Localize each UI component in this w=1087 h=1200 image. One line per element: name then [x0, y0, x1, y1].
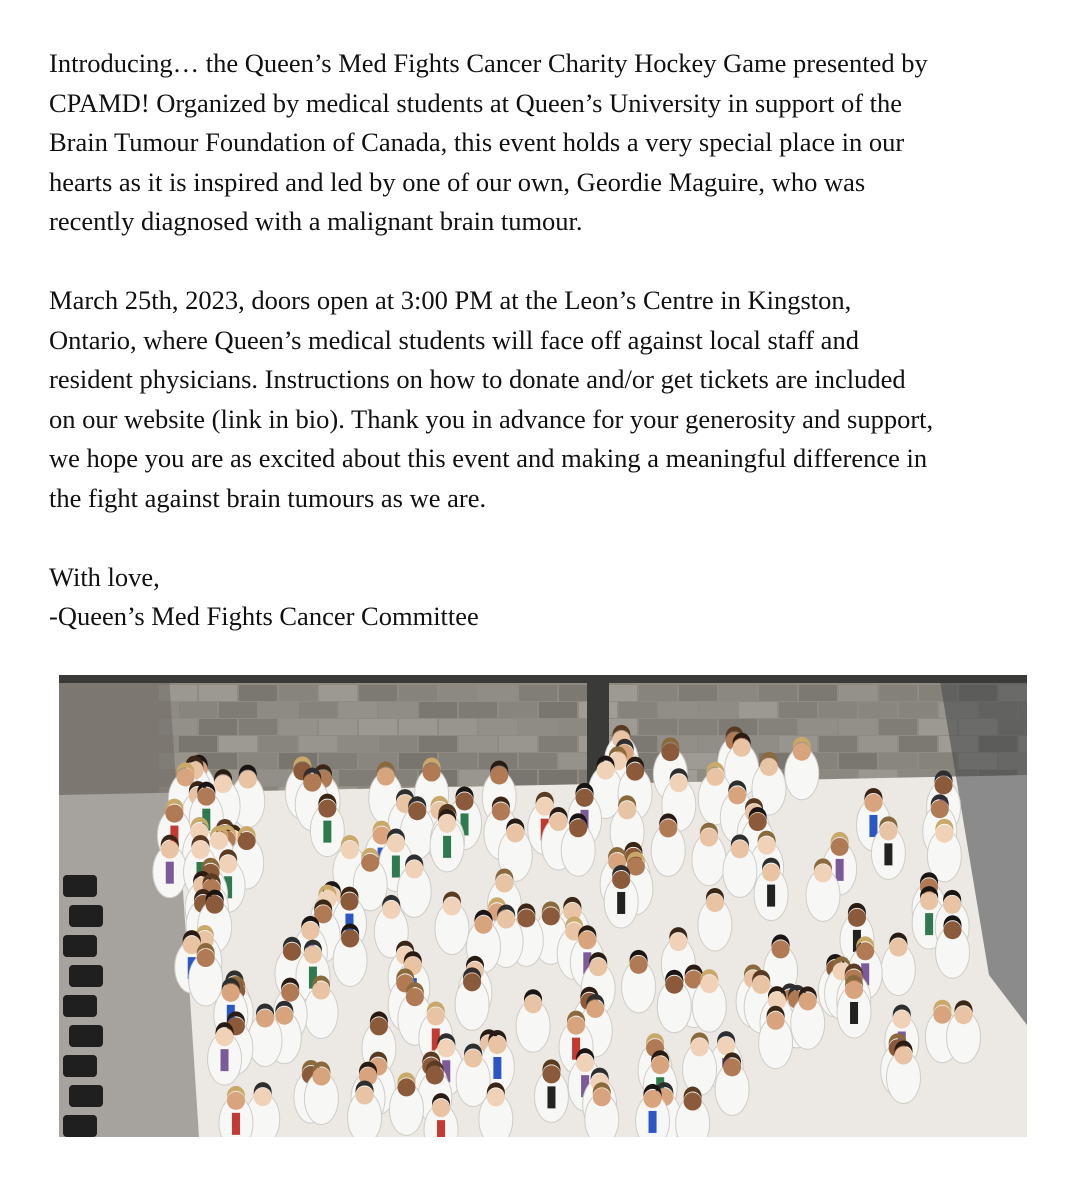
shirt [437, 1120, 445, 1137]
face [341, 929, 359, 947]
text-line: Brain Tumour Foundation of Canada, this event holds a very special place in our [49, 127, 905, 157]
face [831, 838, 849, 856]
brick [419, 736, 457, 752]
text-line: resident physicians. Instructions on how to donate and/or get tickets are included [49, 364, 906, 394]
brick [619, 702, 657, 718]
brick [359, 685, 397, 701]
brick [539, 736, 577, 752]
brick [479, 719, 517, 735]
face [760, 758, 778, 776]
face [749, 813, 767, 831]
face [474, 916, 492, 934]
face [275, 1007, 293, 1025]
chair [63, 995, 97, 1017]
face [356, 1086, 374, 1104]
brick [839, 753, 877, 769]
chair [63, 875, 97, 897]
brick [199, 719, 237, 735]
text-line: Ontario, where Queen’s medical students will face off against local staff and [49, 324, 859, 355]
brick [279, 719, 317, 735]
brick [399, 685, 437, 701]
face [578, 931, 596, 949]
face [767, 1012, 785, 1030]
shirt [869, 815, 877, 837]
shirt [232, 1113, 240, 1135]
face [210, 832, 228, 850]
face [665, 976, 683, 994]
face [214, 775, 232, 793]
chair [63, 935, 97, 957]
brick [379, 736, 417, 752]
chair [63, 1115, 97, 1137]
text-line: March 25th, 2023, doors open at 3:00 PM at the Leon’s Centre in Kingston, [49, 285, 852, 315]
face [772, 940, 790, 958]
brick [219, 736, 257, 752]
text-line: on our website (link in bio). Thank you in advance for your generosity and support, [49, 403, 934, 434]
face [176, 768, 194, 786]
brick [859, 702, 897, 718]
shirt [392, 856, 400, 878]
shirt [767, 885, 775, 907]
face [318, 800, 336, 818]
brick [379, 702, 417, 718]
brick [339, 736, 377, 752]
brick [259, 736, 297, 752]
brick [879, 685, 917, 701]
brick [419, 702, 457, 718]
brick [439, 753, 477, 769]
face [793, 743, 811, 761]
face [943, 896, 961, 914]
brick [499, 736, 537, 752]
face [569, 819, 587, 837]
face [814, 864, 832, 882]
face [895, 1047, 913, 1065]
face [728, 786, 746, 804]
shirt [323, 821, 331, 843]
face [799, 992, 817, 1010]
face [426, 1066, 444, 1084]
face [517, 909, 535, 927]
face [438, 815, 456, 833]
brick [719, 719, 757, 735]
face [487, 1088, 505, 1106]
brick [179, 702, 217, 718]
signoff-paragraph [49, 558, 1059, 637]
chair [69, 905, 103, 927]
face [700, 975, 718, 993]
brick [539, 702, 577, 718]
brick [779, 702, 817, 718]
brick [879, 719, 917, 735]
face [931, 800, 949, 818]
face [340, 893, 358, 911]
face [216, 1028, 234, 1046]
face [893, 1011, 911, 1029]
brick [199, 685, 237, 701]
face [301, 922, 319, 940]
shirt [836, 859, 844, 881]
face [161, 841, 179, 859]
brick [459, 702, 497, 718]
details-paragraph [49, 281, 1059, 518]
face [670, 774, 688, 792]
brick [479, 685, 517, 701]
face [312, 982, 330, 1000]
face [542, 907, 560, 925]
face [731, 840, 749, 858]
face [524, 995, 542, 1013]
face [227, 1092, 245, 1110]
face [382, 901, 400, 919]
face [630, 956, 648, 974]
face [567, 1017, 585, 1035]
brick [299, 702, 337, 718]
face [659, 819, 677, 837]
face [238, 832, 256, 850]
face [488, 1036, 506, 1054]
face [219, 855, 237, 873]
chair [63, 1055, 97, 1077]
text-line: -Queen’s Med Fights Cancer Committee [49, 601, 479, 631]
text-line: With love, [49, 561, 160, 592]
brick [519, 719, 557, 735]
face [955, 1006, 973, 1024]
text-line: we hope you are as excited about this event and making a meaningful difference in [49, 443, 928, 473]
face [361, 854, 379, 872]
brick [339, 702, 377, 718]
face [495, 875, 513, 893]
ceiling-beam [59, 675, 1027, 683]
face [254, 1088, 272, 1106]
brick [919, 753, 957, 769]
face [165, 805, 183, 823]
face [856, 942, 874, 960]
face [669, 933, 687, 951]
face [933, 1006, 951, 1024]
text-line: hearts as it is inspired and led by one of our own, Geordie Maguire, who was [49, 166, 866, 197]
face [684, 1093, 702, 1111]
face [304, 946, 322, 964]
face [597, 761, 615, 779]
face [377, 768, 395, 786]
brick [819, 702, 857, 718]
brick [799, 719, 837, 735]
brick [519, 753, 557, 769]
text-line: recently diagnosed with a malignant brain tumour. [49, 206, 583, 236]
brick [739, 702, 777, 718]
brick [519, 685, 557, 701]
face [427, 1007, 445, 1025]
post-text [49, 44, 1059, 637]
brick [659, 702, 697, 718]
face [920, 892, 938, 910]
face [197, 949, 215, 967]
brick [899, 736, 937, 752]
face [281, 984, 299, 1002]
face [463, 973, 481, 991]
chair [69, 965, 103, 987]
text-line: the fight against brain tumours as we are. [49, 482, 487, 513]
face [197, 788, 215, 806]
face [691, 1038, 709, 1056]
brick [319, 719, 357, 735]
group-photo [59, 675, 1027, 1137]
face [506, 824, 524, 842]
face [492, 803, 510, 821]
face [370, 1017, 388, 1035]
brick [759, 719, 797, 735]
shirt [493, 1057, 501, 1079]
chairs [63, 875, 103, 1137]
brick [799, 685, 837, 701]
brick [179, 736, 217, 752]
face [443, 897, 461, 915]
brick [679, 685, 717, 701]
shirt [850, 1002, 858, 1024]
face [935, 825, 953, 843]
face [490, 766, 508, 784]
face [644, 1090, 662, 1108]
face [845, 981, 863, 999]
face [437, 1039, 455, 1057]
brick [259, 702, 297, 718]
face [706, 768, 724, 786]
brick [239, 685, 277, 701]
face [456, 792, 474, 810]
brick [359, 719, 397, 735]
shirt [649, 1111, 657, 1133]
brick [219, 702, 257, 718]
chair [69, 1025, 103, 1047]
brick [819, 736, 857, 752]
brick [639, 719, 677, 735]
face [256, 1009, 274, 1027]
text-line: Introducing… the Queen’s Med Fights Cancer Charity Hockey Game presented by [49, 48, 928, 78]
brick [499, 702, 537, 718]
brick [699, 702, 737, 718]
face [612, 871, 630, 889]
face [239, 771, 257, 789]
brick [439, 719, 477, 735]
face [397, 1078, 415, 1096]
face [723, 1058, 741, 1076]
face [387, 835, 405, 853]
face [733, 739, 751, 757]
face [464, 1049, 482, 1067]
shirt [547, 1086, 555, 1108]
brick [319, 685, 357, 701]
face [706, 894, 724, 912]
brick [679, 719, 717, 735]
face [848, 909, 866, 927]
face [312, 1068, 330, 1086]
face [758, 837, 776, 855]
brick [839, 685, 877, 701]
face [700, 829, 718, 847]
face [423, 764, 441, 782]
brick [879, 753, 917, 769]
brick [759, 685, 797, 701]
face [661, 743, 679, 761]
face [651, 1056, 669, 1074]
intro-paragraph [49, 44, 1059, 242]
face [589, 958, 607, 976]
face [576, 789, 594, 807]
face [542, 1065, 560, 1083]
brick [399, 719, 437, 735]
face [283, 943, 301, 961]
face [889, 938, 907, 956]
face [206, 896, 224, 914]
brick [279, 685, 317, 701]
face [586, 1000, 604, 1018]
face [341, 841, 359, 859]
face [944, 921, 962, 939]
face [432, 1099, 450, 1117]
face [752, 976, 770, 994]
brick [439, 685, 477, 701]
face [864, 794, 882, 812]
shirt [572, 1038, 580, 1060]
face [879, 822, 897, 840]
face [222, 984, 240, 1002]
face [762, 864, 780, 882]
face [497, 911, 515, 929]
brick [459, 736, 497, 752]
brick [239, 719, 277, 735]
face [626, 763, 644, 781]
face [191, 841, 209, 859]
face [406, 988, 424, 1006]
shirt [221, 1049, 229, 1071]
shirt [617, 892, 625, 914]
shirt [884, 843, 892, 865]
brick [859, 736, 897, 752]
text-line: CPAMD! Organized by medical students at Queen’s University in support of the [49, 87, 903, 118]
brick [539, 770, 577, 786]
brick [899, 702, 937, 718]
face [576, 1054, 594, 1072]
shirt [443, 836, 451, 858]
face [935, 776, 953, 794]
brick [719, 685, 757, 701]
brick [299, 736, 337, 752]
shirt [925, 913, 933, 935]
face [408, 802, 426, 820]
face [405, 860, 423, 878]
face [303, 774, 321, 792]
face [618, 801, 636, 819]
shirt [166, 862, 174, 884]
brick [839, 719, 877, 735]
brick [639, 685, 677, 701]
group-photo-illustration [59, 675, 1027, 1137]
chair [69, 1085, 103, 1107]
face [593, 1088, 611, 1106]
face [549, 813, 567, 831]
